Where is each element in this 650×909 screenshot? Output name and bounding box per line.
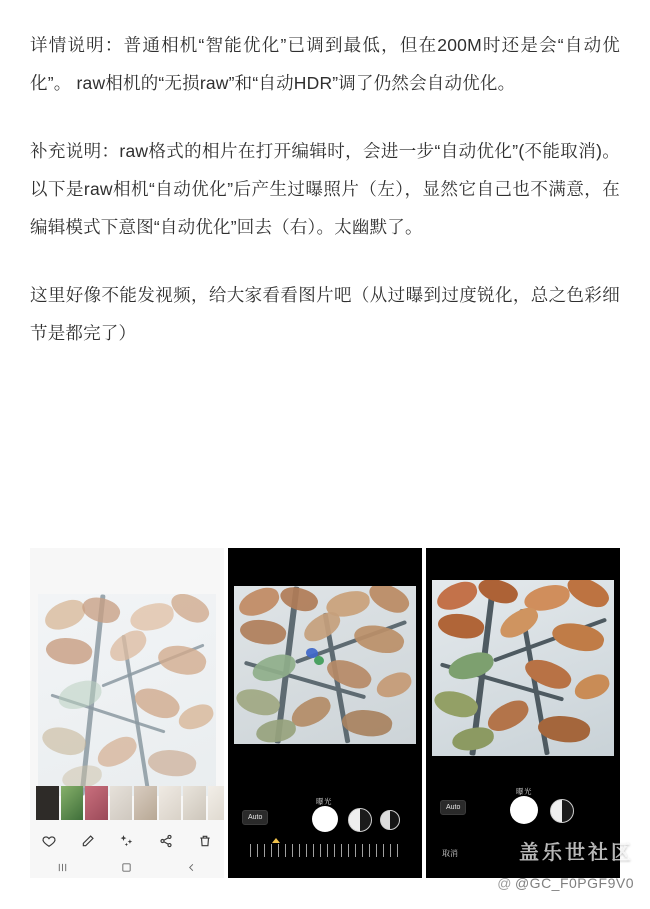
auto-button[interactable]: Auto [242,810,268,825]
filmstrip-thumbnail[interactable] [36,786,59,820]
screenshot-gallery [30,548,622,878]
screenshot-overexposed-gallery[interactable] [30,548,224,878]
watermark-user [497,875,634,891]
recents-icon[interactable] [57,862,68,873]
photo-overexposed [38,594,216,796]
paragraph-details: 详情说明：普通相机“智能优化”已调到最低，但在200M时还是会“自动优化”。 raw相机的“无损raw”和“自动HDR”调了仍然会自动优化。 [30,35,620,93]
filmstrip-thumbnail[interactable] [183,786,206,820]
screenshot-oversharpened-camera[interactable] [426,548,620,878]
shutter-button[interactable] [312,806,338,832]
filmstrip-thumbnail[interactable] [159,786,182,820]
magic-enhance-icon[interactable] [120,834,134,848]
paragraph-supplement: 补充说明：raw格式的相片在打开编辑时，会进一步“自动优化”(不能取消)。以下是raw相机“自动优化”后产生过曝照片（左），显然它自己也不满意，在编辑模式下意图“自动优化”回去（右）。太幽默了。 [30,141,620,237]
watermark-user-handle: @GC_F0PGF9V0 [514,875,634,891]
paragraph-photos-note: 这里好像不能发视频，给大家看看图片吧（从过曝到过度锐化，总之色彩细节是都完了） [30,285,620,343]
android-navbar[interactable] [30,856,224,878]
exposure-ruler[interactable] [250,844,400,857]
filmstrip-thumbnail[interactable] [61,786,84,820]
share-icon[interactable] [159,834,173,848]
contrast-dial[interactable] [550,799,574,823]
delete-icon[interactable] [198,834,212,848]
photo-normal [234,586,416,744]
gallery-topbar [30,548,224,592]
edit-icon[interactable] [81,834,95,848]
auto-button[interactable]: Auto [440,800,466,815]
ruler-indicator [272,838,280,843]
filmstrip-thumbnail[interactable] [110,786,133,820]
filmstrip[interactable] [30,784,224,822]
dial-label: 曝光 [516,787,532,796]
back-icon[interactable] [186,862,197,873]
shutter-button[interactable] [510,796,538,824]
at-icon: @ [497,875,512,891]
filmstrip-thumbnail[interactable] [134,786,157,820]
secondary-dial[interactable] [380,810,400,830]
contrast-dial[interactable] [348,808,372,832]
home-icon[interactable] [121,862,132,873]
dial-label: 曝光 [316,797,332,806]
heart-icon[interactable] [42,834,56,848]
watermark-site: 盖乐世社区 [519,842,634,864]
photo-oversharpened [432,580,614,756]
filmstrip-thumbnail[interactable] [208,786,225,820]
filmstrip-thumbnail[interactable] [85,786,108,820]
article-body [0,0,650,352]
cancel-label[interactable]: 取消 [442,849,458,858]
screenshot-raw-camera-editor[interactable] [228,548,422,878]
gallery-toolbar[interactable] [30,826,224,856]
